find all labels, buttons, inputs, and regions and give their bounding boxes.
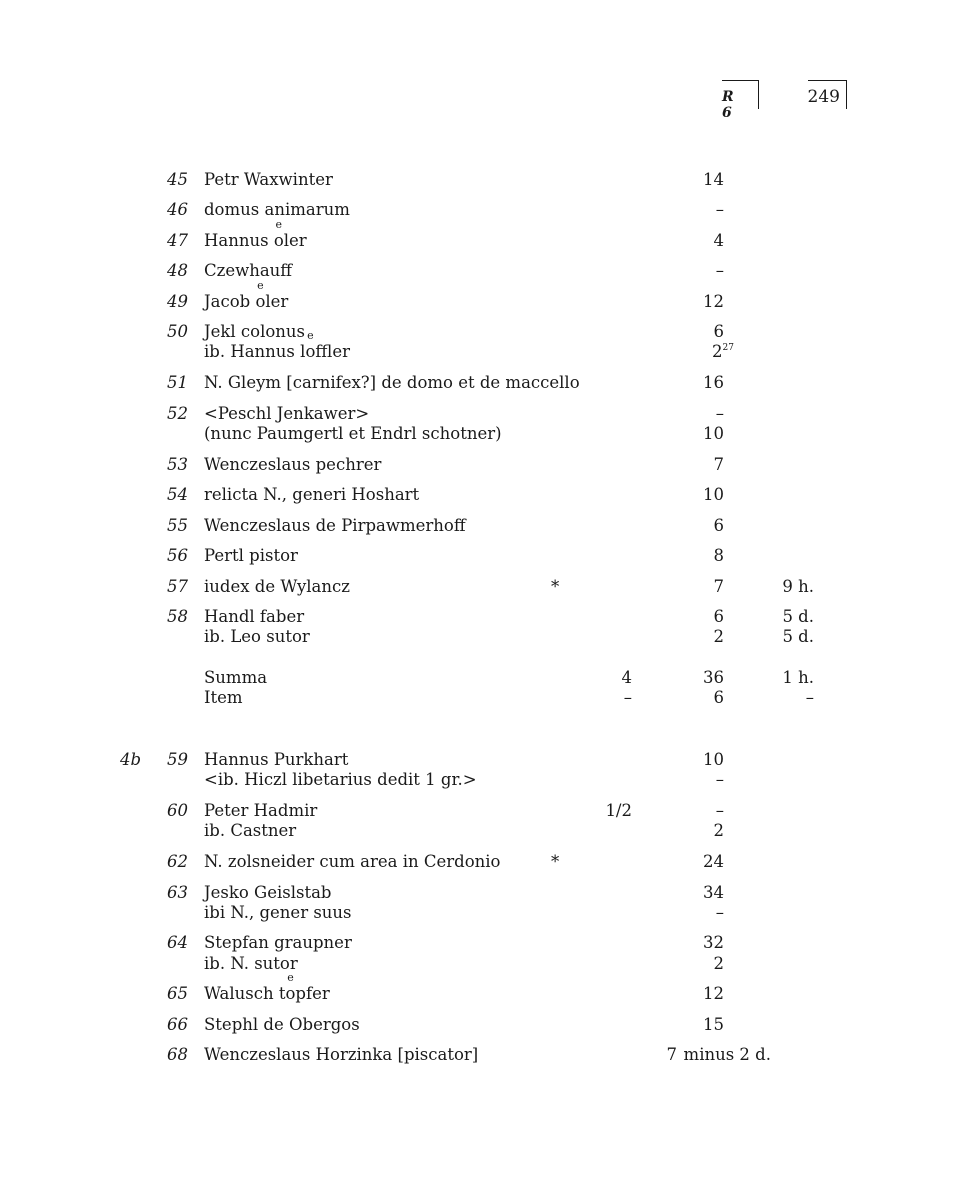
- entry-name: (nunc Paumgertl et Endrl schotner): [204, 424, 502, 443]
- value-text: –: [715, 903, 724, 922]
- asterisk-mark: *: [551, 852, 560, 871]
- section-code: R 6: [722, 89, 734, 121]
- value-text: 32: [703, 933, 724, 952]
- name-part: ffler: [315, 342, 351, 361]
- entry-name: <ib. Hiczl libetarius dedit 1 gr.>: [204, 770, 477, 789]
- value-col-a: –: [623, 688, 632, 707]
- value-col-a: 7: [666, 1045, 677, 1064]
- table-row: [0, 200, 960, 220]
- entry-name: <Peschl Jenkawer>: [204, 404, 370, 423]
- value-text: 15: [703, 1015, 724, 1034]
- value-text: 2: [713, 954, 724, 973]
- value-col-b: [703, 883, 724, 903]
- folio-marker: 4b: [120, 750, 142, 769]
- entry-number: 63: [167, 883, 188, 902]
- entry-name: iudex de Wylancz: [204, 577, 350, 596]
- entry-name: Handl faber: [204, 607, 305, 626]
- name-part: Hannus: [204, 231, 274, 250]
- table-row: [0, 688, 960, 708]
- entry-number: 68: [167, 1045, 188, 1064]
- value-col-c: –: [805, 688, 814, 707]
- value-col-a: 1/2: [605, 801, 632, 820]
- table-row: [0, 852, 960, 872]
- section-marker: [722, 80, 759, 121]
- name-part: ler: [283, 231, 307, 250]
- value-col-b: [703, 424, 724, 444]
- value-text: 12: [703, 984, 724, 1003]
- value-text: 7: [713, 455, 724, 474]
- entry-number: 47: [167, 231, 188, 250]
- table-row: [0, 516, 960, 536]
- value-text: –: [715, 261, 724, 280]
- entry-number: 56: [167, 546, 188, 565]
- entry-number: 59: [167, 750, 188, 769]
- entry-name: Wenczeslaus Horzinka [piscator]: [204, 1045, 479, 1064]
- value-text: 4: [713, 231, 724, 250]
- name-part: ler: [265, 292, 289, 311]
- entry-number: 51: [167, 373, 188, 392]
- value-text: minus 2 d.: [683, 1045, 771, 1064]
- value-text: 24: [703, 852, 724, 871]
- entry-number: 55: [167, 516, 188, 535]
- entry-name: Czewhauff: [204, 261, 293, 280]
- entry-number: 50: [167, 322, 188, 341]
- value-text: 10: [703, 424, 724, 443]
- value-col-b: [714, 821, 725, 841]
- table-row: [0, 821, 960, 841]
- entry-name: [204, 231, 307, 251]
- table-row: [0, 170, 960, 190]
- asterisk-mark: *: [551, 577, 560, 596]
- value-text: –: [715, 801, 724, 820]
- entry-number: 58: [167, 607, 188, 626]
- value-col-b: [714, 954, 725, 974]
- entry-name: domus animarum: [204, 200, 350, 219]
- value-col-b: [714, 546, 725, 566]
- entry-name: Wenczeslaus pechrer: [204, 455, 382, 474]
- entry-name: N. zolsneider cum area in Cerdonio: [204, 852, 501, 871]
- entry-name: Peter Hadmir: [204, 801, 318, 820]
- value-col-b: [716, 770, 724, 790]
- page-number-marker: [808, 80, 847, 109]
- value-col-b: [716, 261, 724, 281]
- entry-name: Jesko Geislstab: [204, 883, 332, 902]
- value-text: 6: [713, 607, 724, 626]
- accented-letter: e o: [285, 984, 295, 1004]
- table-row: [0, 577, 960, 597]
- entry-name: Stephl de Obergos: [204, 1015, 360, 1034]
- entry-name: Jekl colonus: [204, 322, 306, 341]
- value-col-b: [714, 607, 725, 627]
- entry-name: Stepfan graupner: [204, 933, 352, 952]
- accented-letter: e o: [305, 342, 315, 362]
- entry-name: Item: [204, 688, 243, 707]
- accented-letter: e o: [274, 231, 284, 251]
- entry-number: 65: [167, 984, 188, 1003]
- value-text: 6: [713, 516, 724, 535]
- entry-number: 66: [167, 1015, 188, 1034]
- value-col-b: [714, 688, 725, 708]
- value-text: 8: [713, 546, 724, 565]
- value-text: 7: [713, 577, 724, 596]
- entry-name: ibi N., gener suus: [204, 903, 352, 922]
- value-col-b: [716, 801, 724, 821]
- entry-name: ib. Castner: [204, 821, 297, 840]
- table-row: [0, 801, 960, 821]
- entry-number: 52: [167, 404, 188, 423]
- value-text: 2: [713, 627, 724, 646]
- entry-number: 48: [167, 261, 188, 280]
- value-col-b: [714, 577, 725, 597]
- table-row: [0, 292, 960, 312]
- value-col-b: [703, 292, 724, 312]
- table-row: [0, 883, 960, 903]
- table-row: [0, 404, 960, 424]
- entry-name: Petr Waxwinter: [204, 170, 333, 189]
- value-col-b: [703, 852, 724, 872]
- table-row: [0, 373, 960, 393]
- table-row: [0, 750, 960, 770]
- entry-name: ib. Leo sutor: [204, 627, 310, 646]
- entry-name: N. Gleym [carnifex?] de domo et de maccello: [204, 373, 580, 392]
- value-col-c: 1 h.: [782, 668, 814, 687]
- value-text: 2: [713, 821, 724, 840]
- entry-name: Wenczeslaus de Pirpawmerhoff: [204, 516, 466, 535]
- value-text: 16: [703, 373, 724, 392]
- table-row: [0, 668, 960, 688]
- table-row: [0, 261, 960, 281]
- value-text: 36: [703, 668, 724, 687]
- table-row: [0, 1015, 960, 1035]
- table-row: [0, 627, 960, 647]
- value-col-b: [703, 170, 724, 190]
- value-col-b: [703, 933, 724, 953]
- value-text: 10: [703, 485, 724, 504]
- value-col-b: [716, 404, 724, 424]
- value-col-b: [703, 373, 724, 393]
- value-text: 6: [713, 688, 724, 707]
- value-text: –: [715, 200, 724, 219]
- entry-name: ib. N. sutor: [204, 954, 298, 973]
- value-col-b: [714, 455, 725, 475]
- entry-number: 54: [167, 485, 188, 504]
- entry-number: 49: [167, 292, 188, 311]
- value-col-b: [712, 342, 734, 362]
- value-col-b: [684, 1045, 771, 1065]
- value-col-c: 5 d.: [782, 607, 814, 626]
- footnote-ref: 27: [722, 343, 734, 353]
- entry-name: [204, 292, 288, 312]
- entry-name: [204, 342, 350, 362]
- value-text: 12: [703, 292, 724, 311]
- value-col-c: 5 d.: [782, 627, 814, 646]
- entry-number: 62: [167, 852, 188, 871]
- value-col-b: [703, 750, 724, 770]
- value-col-b: [703, 485, 724, 505]
- entry-number: 45: [167, 170, 188, 189]
- table-row: [0, 342, 960, 362]
- value-col-c: 9 h.: [782, 577, 814, 596]
- value-col-b: [714, 231, 725, 251]
- value-text: 34: [703, 883, 724, 902]
- value-text: –: [715, 770, 724, 789]
- table-row: [0, 1045, 960, 1065]
- table-row: [0, 455, 960, 475]
- name-part: Jacob: [204, 292, 256, 311]
- value-col-b: [703, 1015, 724, 1035]
- table-row: [0, 954, 960, 974]
- value-text: 6: [713, 322, 724, 341]
- entry-name: [204, 984, 330, 1004]
- entry-number: 57: [167, 577, 188, 596]
- table-row: [0, 231, 960, 251]
- value-text: 10: [703, 750, 724, 769]
- entry-name: Summa: [204, 668, 268, 687]
- name-part: ib. Hannus l: [204, 342, 306, 361]
- value-col-b: [714, 627, 725, 647]
- value-col-b: [716, 903, 724, 923]
- table-row: [0, 485, 960, 505]
- entry-name: relicta N., generi Hoshart: [204, 485, 420, 504]
- entry-name: Pertl pistor: [204, 546, 298, 565]
- value-text: 2: [712, 342, 723, 361]
- table-row: [0, 984, 960, 1004]
- table-row: [0, 424, 960, 444]
- value-col-b: [714, 322, 725, 342]
- entry-number: 60: [167, 801, 188, 820]
- table-row: [0, 903, 960, 923]
- name-part: Walusch t: [204, 984, 286, 1003]
- table-row: [0, 607, 960, 627]
- value-col-b: [716, 200, 724, 220]
- value-col-b: [714, 516, 725, 536]
- value-text: –: [715, 404, 724, 423]
- entry-name: Hannus Purkhart: [204, 750, 349, 769]
- table-row: [0, 322, 960, 342]
- table-row: [0, 770, 960, 790]
- entry-number: 46: [167, 200, 188, 219]
- entry-number: 53: [167, 455, 188, 474]
- entry-number: 64: [167, 933, 188, 952]
- table-row: [0, 933, 960, 953]
- value-text: 14: [703, 170, 724, 189]
- value-col-b: [703, 984, 724, 1004]
- page-number: 249: [807, 87, 840, 107]
- table-row: [0, 546, 960, 566]
- value-col-a: 4: [621, 668, 632, 687]
- name-part: pfer: [295, 984, 330, 1003]
- value-col-b: [703, 668, 724, 688]
- accented-letter: e o: [255, 292, 265, 312]
